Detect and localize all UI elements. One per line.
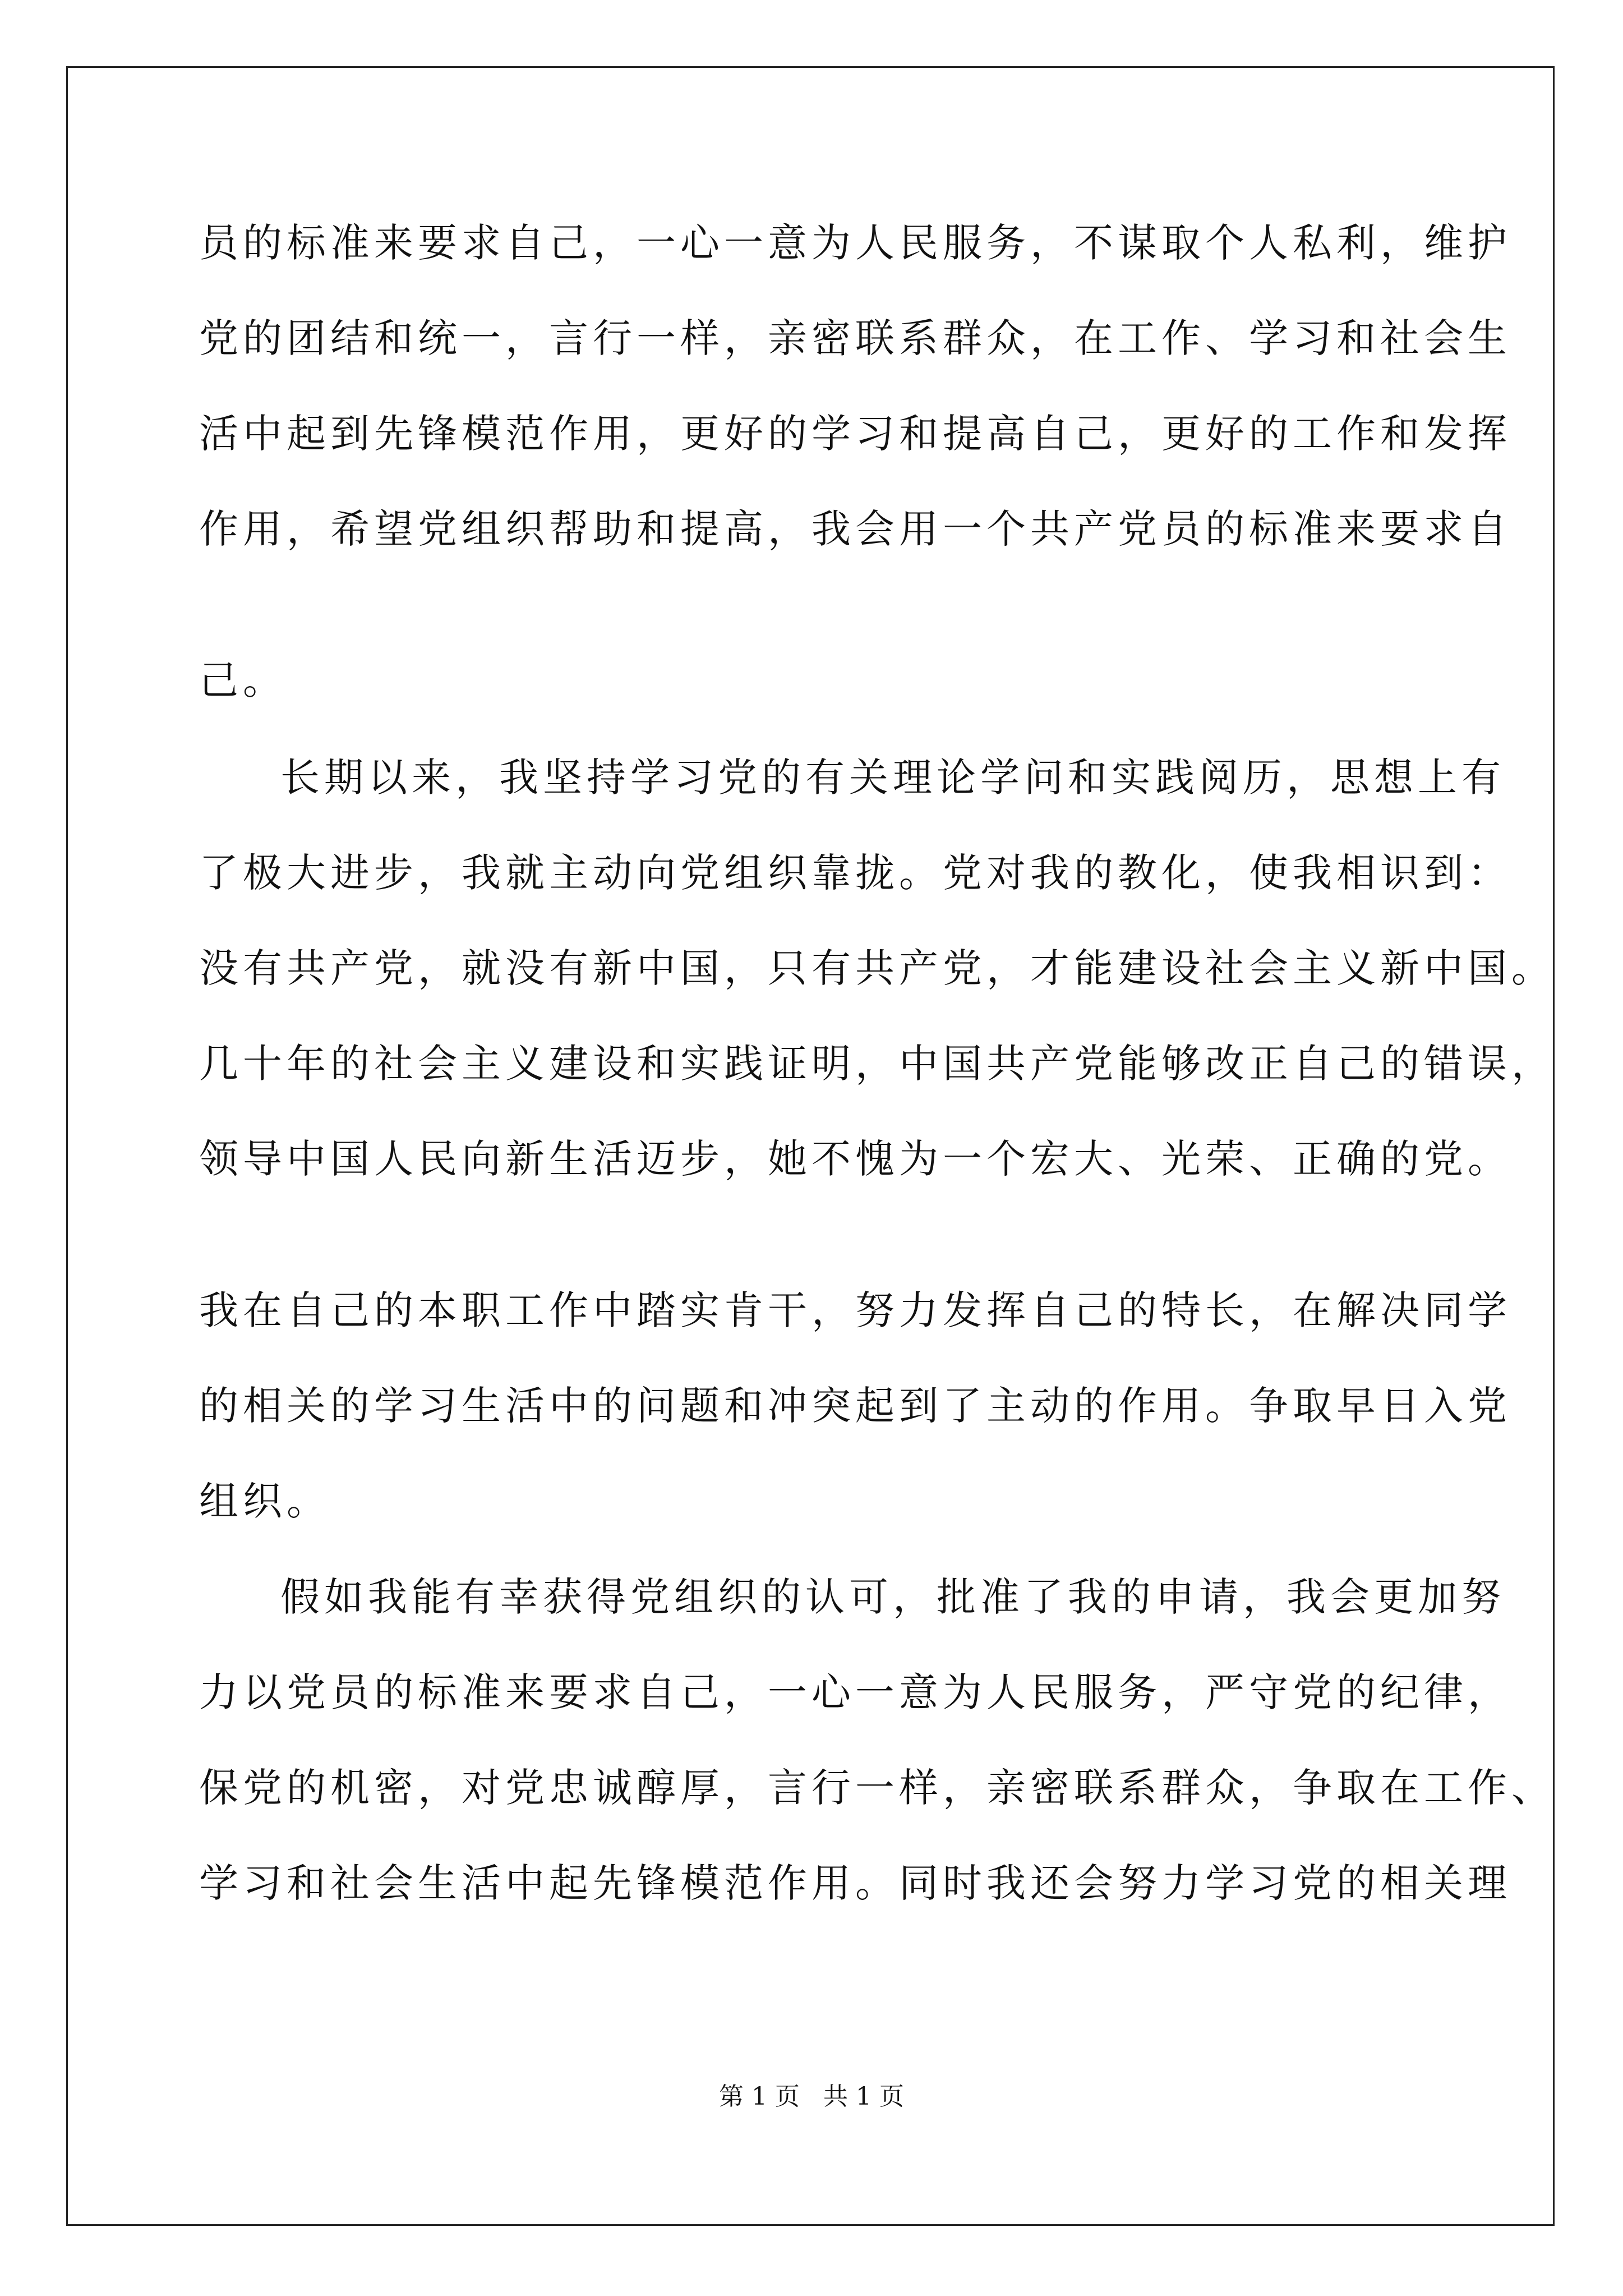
text-line: 几十年的社会主义建设和实践证明，中国共产党能够改正自己的错误，: [199, 1041, 1555, 1087]
text-line: 没有共产党，就没有新中国，只有共产党，才能建设社会主义新中国。: [199, 945, 1555, 991]
text-line: 员的标准来要求自己，一心一意为人民服务，不谋取个人私利，维护: [199, 220, 1511, 266]
text-line: 活中起到先锋模范作用，更好的学习和提高自己，更好的工作和发挥: [199, 411, 1511, 457]
text-line: 力以党员的标准来要求自己，一心一意为人民服务，严守党的纪律，: [199, 1669, 1511, 1715]
text-line: 的相关的学习生活中的问题和冲突起到了主动的作用。争取早日入党: [199, 1383, 1511, 1429]
text-line: 作用，希望党组织帮助和提高，我会用一个共产党员的标准来要求自: [199, 506, 1511, 552]
text-line: 党的团结和统一，言行一样，亲密联系群众，在工作、学习和社会生: [199, 315, 1511, 361]
text-line: 我在自己的本职工作中踏实肯干，努力发挥自己的特长，在解决同学: [199, 1287, 1511, 1333]
text-line: 组织。: [199, 1478, 330, 1524]
text-line: 保党的机密，对党忠诚醇厚，言行一样，亲密联系群众，争取在工作、: [199, 1765, 1555, 1811]
page-number-footer: 第 1 页 共 1 页: [719, 2082, 904, 2111]
text-line: 领导中国人民向新生活迈步，她不愧为一个宏大、光荣、正确的党。: [199, 1136, 1511, 1182]
paragraph-first-line: 长期以来，我坚持学习党的有关理论学问和实践阅历，思想上有: [280, 754, 1505, 800]
paragraph-first-line: 假如我能有幸获得党组织的认可，批准了我的申请，我会更加努: [280, 1574, 1505, 1620]
text-line: 了极大进步，我就主动向党组织靠拢。党对我的教化，使我相识到：: [199, 850, 1511, 896]
text-line: 学习和社会生活中起先锋模范作用。同时我还会努力学习党的相关理: [199, 1860, 1511, 1906]
text-line: 己。: [199, 657, 287, 703]
